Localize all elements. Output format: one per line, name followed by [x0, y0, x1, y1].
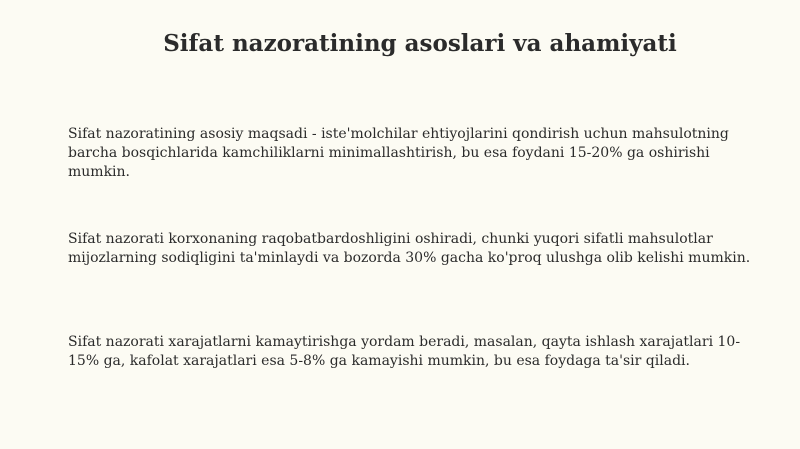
paragraph-3: Sifat nazorati xarajatlarni kamaytirishga yordam beradi, masalan, qayta ishlash xarajatlari 10-15% ga, kafolat xarajatlari esa 5-8% ga kamayishi mumkin, bu esa foydaga ta'sir qiladi.: [68, 334, 741, 369]
paragraph-1: Sifat nazoratining asosiy maqsadi - iste'molchilar ehtiyojlarini qondirish uchun mahsulotning barcha bosqichlarida kamchiliklarni minimallashtirish, bu esa foydani 15-20% ga oshirishi mumkin.: [68, 126, 729, 180]
slide-title: Sifat nazoratining asoslari va ahamiyati: [163, 30, 677, 57]
paragraph-2: Sifat nazorati korxonaning raqobatbardoshligini oshiradi, chunki yuqori sifatli mahsulotlar mijozlarning sodiqligini ta'minlaydi va bozorda 30% gacha ko'proq ulushga olib kelishi mumkin.: [68, 231, 751, 266]
